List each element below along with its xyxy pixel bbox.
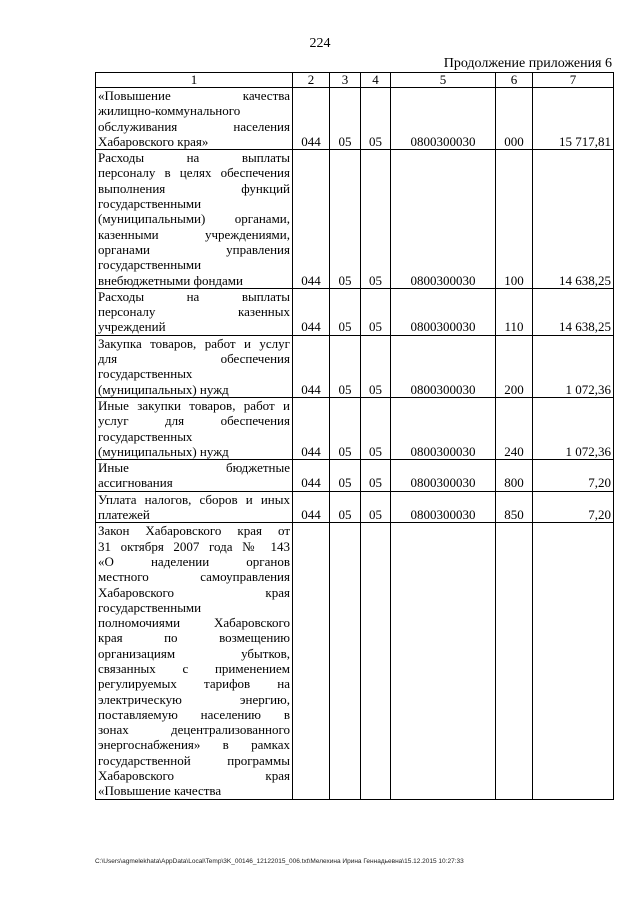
row-name-line: Иные бюджетные: [98, 460, 290, 476]
ministry-code-cell: 044: [293, 397, 330, 459]
subsection-code-cell: 05: [361, 460, 391, 492]
ministry-code-cell: 044: [293, 460, 330, 492]
row-name-line: внебюджетными фондами: [98, 272, 243, 288]
section-code-cell: 05: [330, 460, 361, 492]
row-name-cell: [96, 335, 293, 397]
amount-cell: [533, 523, 614, 799]
page-number: 224: [309, 36, 331, 51]
subsection-code-cell: [361, 523, 391, 799]
row-name-line: Расходы на выплаты: [98, 288, 290, 304]
file-path-footer: C:\Users\agmelekhata\AppData\Local\Temp\3K_00146_12122015_006.txt\Мелехина Ирина Геннадьевна\15.12.2015 10:27:33: [95, 858, 464, 865]
target-article-cell: 0800300030: [391, 88, 496, 150]
ministry-code-cell: 044: [293, 150, 330, 289]
target-article-cell: 0800300030: [391, 460, 496, 492]
ministry-code-cell: 044: [293, 335, 330, 397]
row-name-line: Иные закупки товаров, работ и: [98, 397, 290, 413]
subsection-code-cell: 05: [361, 397, 391, 459]
row-name-line: «Повышение качества: [98, 783, 222, 799]
section-code-cell: 05: [330, 88, 361, 150]
row-name-cell: [96, 460, 293, 492]
row-name-cell: [96, 88, 293, 150]
row-name-line: зонах децентрализованного: [98, 722, 290, 738]
row-name-line: Хабаровского края»: [98, 133, 209, 149]
row-name-line: государственными: [98, 599, 202, 615]
amount-cell: 15 717,81: [533, 88, 614, 150]
row-name-line: регулируемых тарифов на: [98, 676, 290, 692]
table-row: [96, 397, 614, 459]
row-name-line: казенными учреждениями,: [98, 226, 290, 242]
table-row: [96, 491, 614, 523]
header-col-3: 3: [330, 73, 361, 88]
expense-type-cell: [496, 523, 533, 799]
row-name-line: Уплата налогов, сборов и иных: [98, 491, 290, 507]
row-name-line: государственной программы: [98, 752, 290, 768]
row-name-line: (муниципальных) нужд: [98, 381, 229, 397]
header-row: [96, 73, 614, 88]
expense-type-cell: 200: [496, 335, 533, 397]
row-name-line: государственными: [98, 196, 202, 212]
table-row: [96, 523, 614, 799]
expense-type-cell: 800: [496, 460, 533, 492]
budget-table: [95, 72, 614, 800]
amount-cell: 1 072,36: [533, 335, 614, 397]
section-code-cell: 05: [330, 491, 361, 523]
subsection-code-cell: 05: [361, 88, 391, 150]
row-name-cell: [96, 491, 293, 523]
row-name-cell: [96, 288, 293, 335]
target-article-cell: 0800300030: [391, 397, 496, 459]
row-name-line: обслуживания населения: [98, 118, 290, 134]
row-name-line: выполнения функций: [98, 180, 290, 196]
row-name-line: связанных с применением: [98, 660, 290, 676]
table-body: [96, 88, 614, 800]
row-name-line: Закупка товаров, работ и услуг: [98, 335, 290, 351]
target-article-cell: 0800300030: [391, 150, 496, 289]
subsection-code-cell: 05: [361, 491, 391, 523]
row-name-line: государственных: [98, 366, 193, 382]
amount-cell: 7,20: [533, 460, 614, 492]
row-name-cell: [96, 397, 293, 459]
section-code-cell: 05: [330, 335, 361, 397]
table-row: [96, 88, 614, 150]
expense-type-cell: 240: [496, 397, 533, 459]
table-row: [96, 335, 614, 397]
subsection-code-cell: 05: [361, 150, 391, 289]
row-name-line: Хабаровского края: [98, 768, 290, 784]
target-article-cell: 0800300030: [391, 491, 496, 523]
header-col-2: 2: [293, 73, 330, 88]
row-name-line: жилищно-коммунального: [98, 103, 241, 119]
row-name-line: платежей: [98, 507, 150, 523]
amount-cell: 7,20: [533, 491, 614, 523]
header-col-1: 1: [96, 73, 293, 88]
ministry-code-cell: 044: [293, 88, 330, 150]
section-code-cell: 05: [330, 288, 361, 335]
row-name-line: поставляемую населению в: [98, 706, 290, 722]
row-name-line: электрическую энергию,: [98, 691, 290, 707]
row-name-line: полномочиями Хабаровского: [98, 615, 290, 631]
row-name-line: персоналу в целях обеспечения: [98, 165, 290, 181]
row-name-line: услуг для обеспечения: [98, 413, 290, 429]
row-name-line: 31 октября 2007 года № 143: [98, 538, 290, 554]
section-code-cell: 05: [330, 150, 361, 289]
row-name-line: Хабаровского края: [98, 584, 290, 600]
row-name-line: для обеспечения: [98, 351, 290, 367]
row-name-line: «Повышение качества: [98, 88, 290, 103]
header-col-6: 6: [496, 73, 533, 88]
target-article-cell: 0800300030: [391, 335, 496, 397]
amount-cell: 14 638,25: [533, 288, 614, 335]
ministry-code-cell: 044: [293, 288, 330, 335]
row-name-line: персоналу казенных: [98, 304, 290, 320]
expense-type-cell: 100: [496, 150, 533, 289]
row-name-cell: [96, 150, 293, 289]
subsection-code-cell: 05: [361, 288, 391, 335]
expense-type-cell: 850: [496, 491, 533, 523]
table-row: [96, 150, 614, 289]
header-col-5: 5: [391, 73, 496, 88]
row-name-cell: [96, 523, 293, 799]
row-name-line: государственных: [98, 428, 193, 444]
amount-cell: 14 638,25: [533, 150, 614, 289]
section-code-cell: 05: [330, 397, 361, 459]
header-col-7: 7: [533, 73, 614, 88]
expense-type-cell: 000: [496, 88, 533, 150]
row-name-line: энергоснабжения» в рамках: [98, 737, 290, 753]
row-name-line: (муниципальными) органами,: [98, 211, 290, 227]
row-name-line: края по возмещению: [98, 630, 290, 646]
row-name-line: (муниципальных) нужд: [98, 443, 229, 459]
row-name-line: «О наделении органов: [98, 553, 290, 569]
section-code-cell: [330, 523, 361, 799]
expense-type-cell: 110: [496, 288, 533, 335]
row-name-line: Расходы на выплаты: [98, 150, 290, 166]
ministry-code-cell: 044: [293, 491, 330, 523]
subsection-code-cell: 05: [361, 335, 391, 397]
table-row: [96, 288, 614, 335]
target-article-cell: [391, 523, 496, 799]
table-row: [96, 460, 614, 492]
row-name-line: местного самоуправления: [98, 569, 290, 585]
row-name-line: Закон Хабаровского края от: [98, 523, 290, 539]
row-name-line: государственными: [98, 257, 202, 273]
ministry-code-cell: [293, 523, 330, 799]
row-name-line: органами управления: [98, 241, 290, 257]
amount-cell: 1 072,36: [533, 397, 614, 459]
continuation-label: Продолжение приложения 6: [443, 56, 612, 71]
row-name-line: учреждений: [98, 319, 166, 335]
header-col-4: 4: [361, 73, 391, 88]
row-name-line: организациям убытков,: [98, 645, 290, 661]
target-article-cell: 0800300030: [391, 288, 496, 335]
row-name-line: ассигнования: [98, 475, 173, 491]
